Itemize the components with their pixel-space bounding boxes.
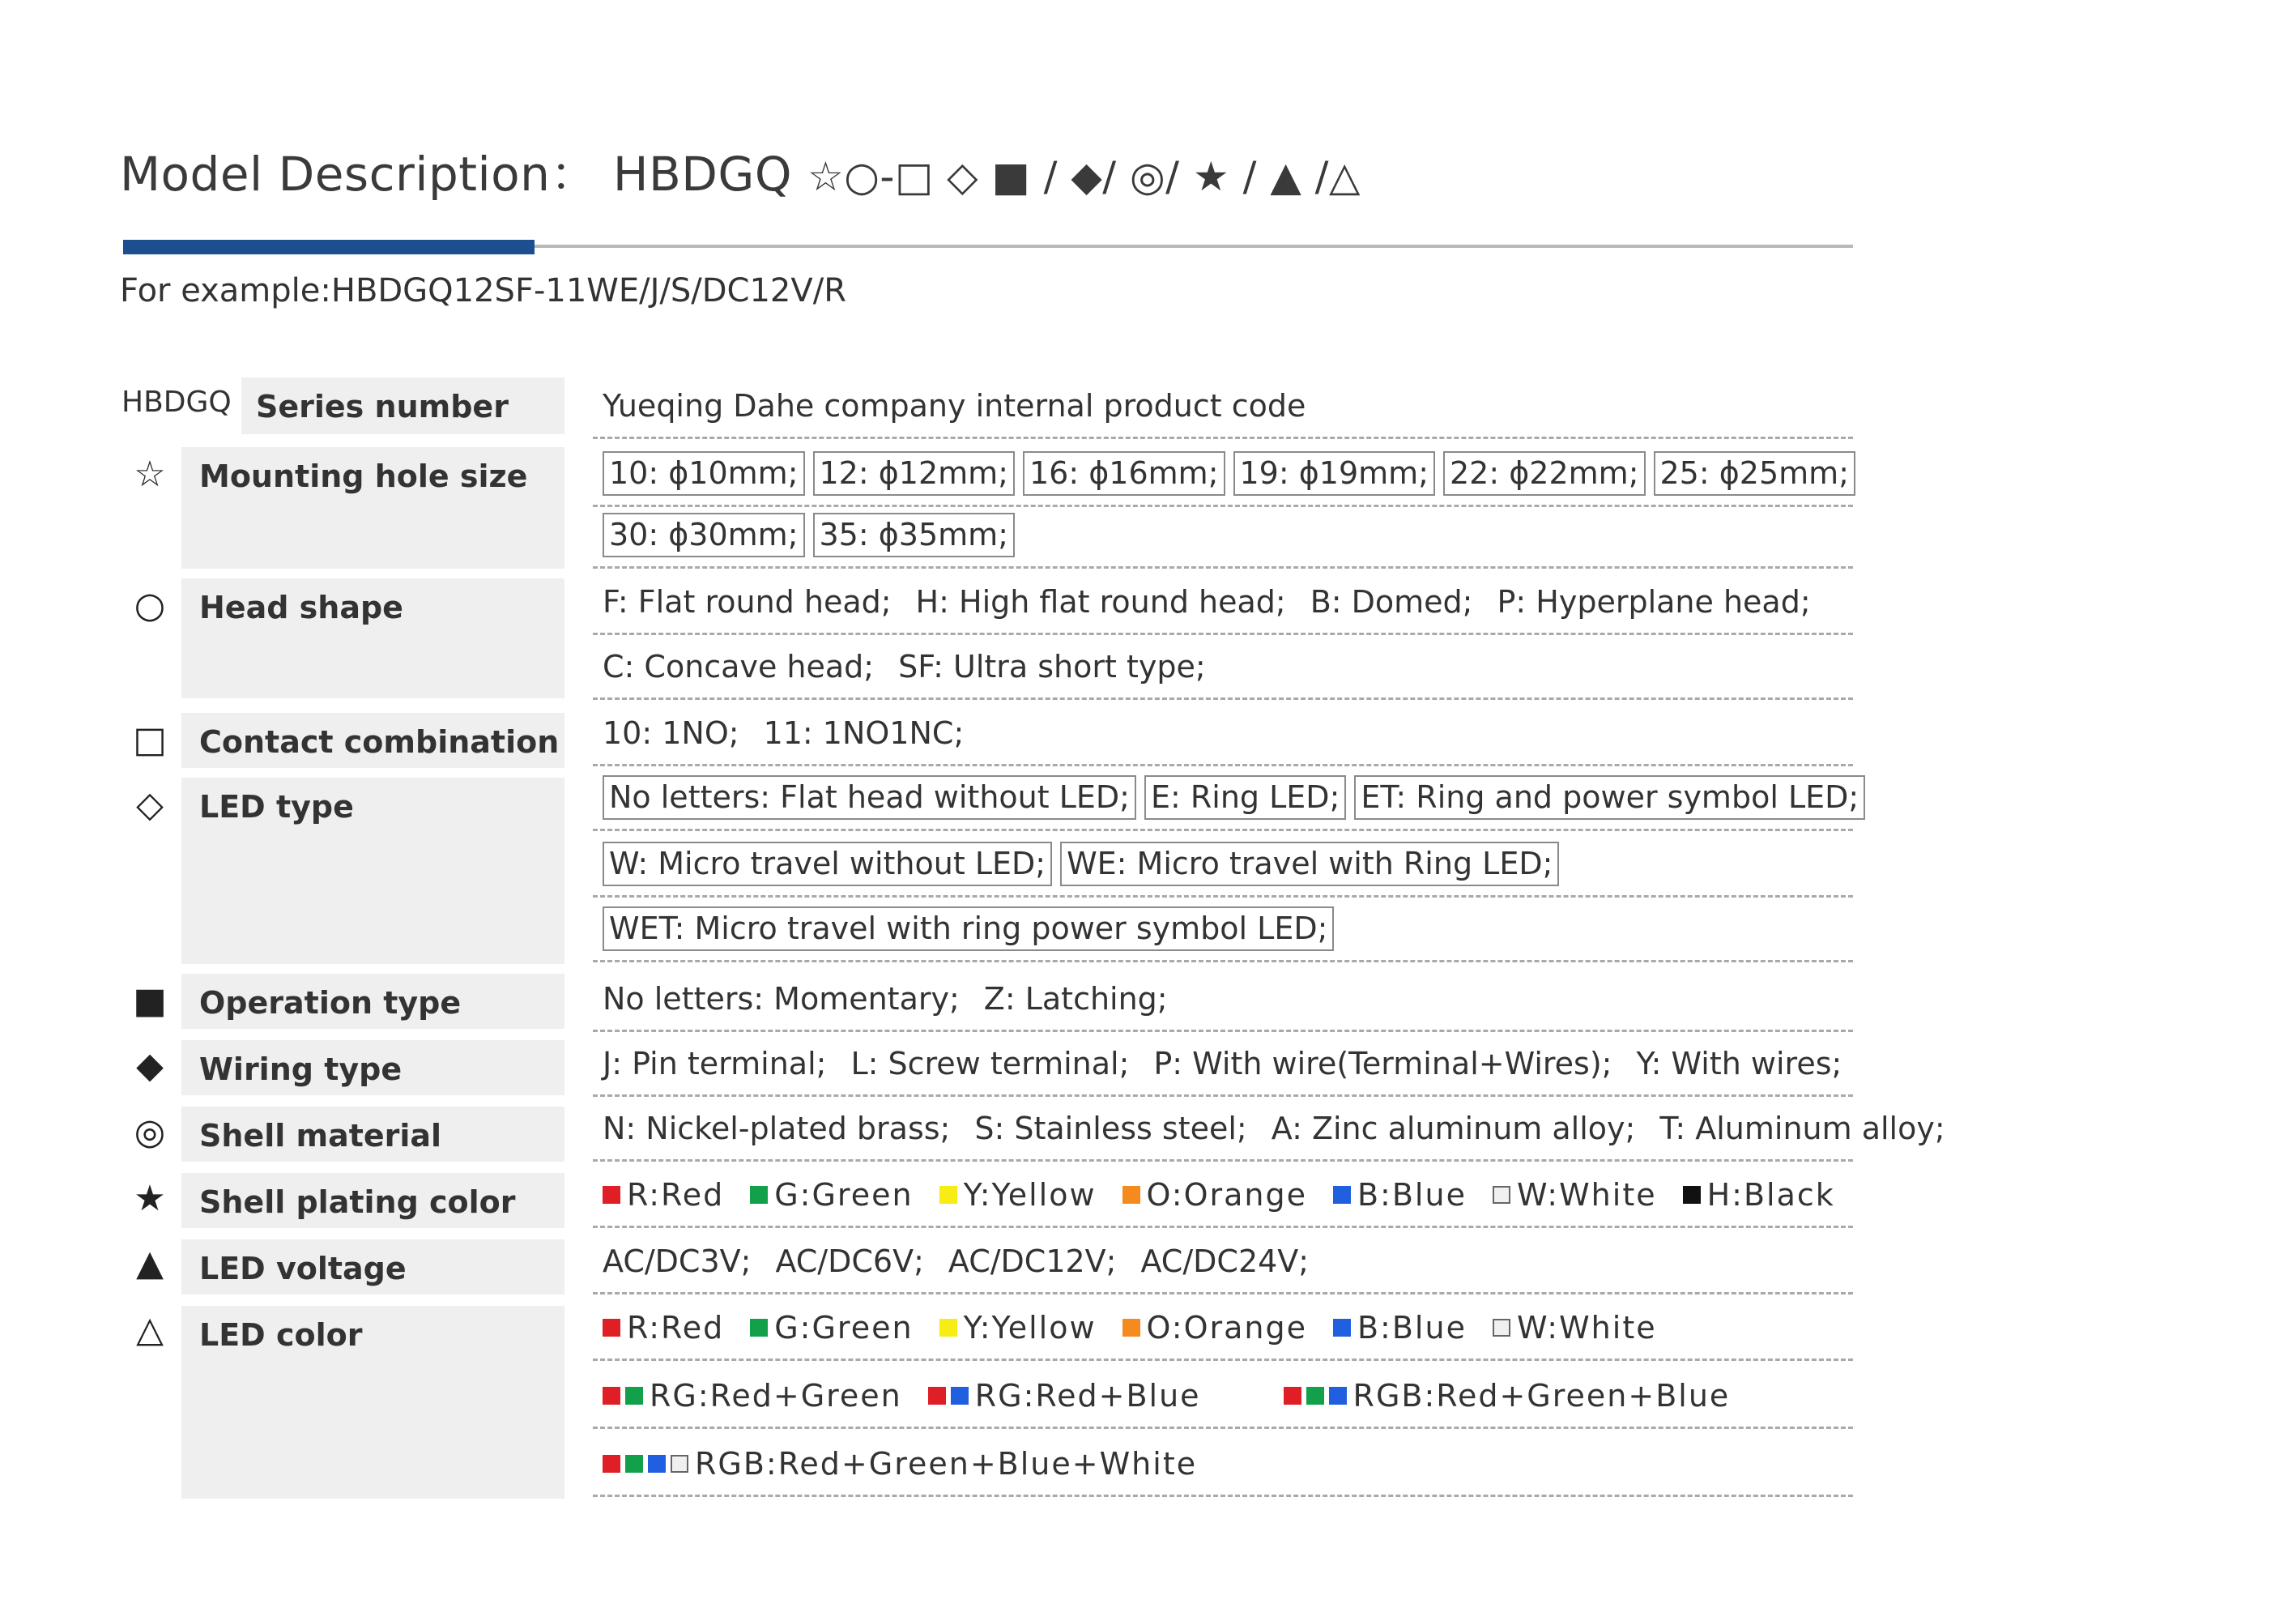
label-head-shape: Head shape xyxy=(181,578,564,698)
example-code: For example:HBDGQ12SF-11WE/J/S/DC12V/R xyxy=(120,272,846,309)
circle-outline-icon: ○ xyxy=(134,585,166,626)
voltage-line-1 xyxy=(593,1230,1853,1295)
led-type-line-1 xyxy=(593,766,1859,831)
color-option xyxy=(750,1177,913,1213)
label-led-type: LED type xyxy=(181,778,564,964)
color-swatch-icon xyxy=(1122,1319,1140,1337)
option-text: AC/DC12V; xyxy=(948,1243,1117,1279)
color-option xyxy=(1493,1177,1657,1213)
head-line-1 xyxy=(593,570,1853,635)
option-text: J: Pin terminal; xyxy=(603,1045,827,1081)
wiring-line-1 xyxy=(593,1032,1853,1097)
title-prefix: Model Description： xyxy=(120,147,598,202)
double-circle-icon: ◎ xyxy=(134,1111,166,1153)
option-text: T: Aluminum alloy; xyxy=(1659,1110,1945,1146)
led-color-line-1 xyxy=(593,1296,1853,1361)
led-color-line-3 xyxy=(593,1432,1853,1497)
option-text: C: Concave head; xyxy=(603,648,875,685)
color-label: O:Orange xyxy=(1146,1309,1307,1346)
option-text: P: Hyperplane head; xyxy=(1497,583,1811,620)
label-wiring-type: Wiring type xyxy=(181,1040,564,1095)
label-led-color: LED color xyxy=(181,1306,564,1499)
color-swatch-icon xyxy=(1122,1186,1140,1204)
triangle-outline-icon: △ xyxy=(136,1309,164,1350)
color-swatch-icon xyxy=(939,1319,957,1337)
color-swatch-icon xyxy=(1333,1186,1351,1204)
option-text: F: Flat round head; xyxy=(603,583,892,620)
color-label: RG:Red+Green xyxy=(650,1377,902,1414)
label-led-voltage: LED voltage xyxy=(181,1239,564,1295)
option-text: N: Nickel-plated brass; xyxy=(603,1110,951,1146)
color-swatch-icon xyxy=(1683,1186,1701,1204)
color-swatch-icon xyxy=(939,1186,957,1204)
title-code: HBDGQ xyxy=(612,147,793,202)
color-swatch-icon xyxy=(625,1387,643,1405)
color-label: RG:Red+Blue xyxy=(974,1377,1201,1414)
option-text: B: Domed; xyxy=(1310,583,1473,620)
option-box: 25: ϕ25mm; xyxy=(1654,451,1856,497)
color-swatch-icon xyxy=(750,1186,768,1204)
color-option xyxy=(1122,1310,1307,1346)
option-box: 12: ϕ12mm; xyxy=(813,451,1016,497)
color-option xyxy=(939,1177,1097,1213)
color-swatch-icon xyxy=(625,1455,643,1473)
mounting-line-2 xyxy=(593,504,1853,569)
option-text: Y: With wires; xyxy=(1636,1045,1842,1081)
led-color-line-2 xyxy=(593,1364,1853,1429)
color-option xyxy=(1122,1177,1307,1213)
color-swatch-icon xyxy=(603,1455,620,1473)
color-option xyxy=(928,1378,1201,1414)
shell-material-line-1 xyxy=(593,1097,1945,1162)
operation-line-1 xyxy=(593,967,1853,1032)
color-option xyxy=(603,1446,1197,1482)
option-text: H: High flat round head; xyxy=(915,583,1286,620)
mounting-line-1 xyxy=(593,442,1853,507)
color-label: W:White xyxy=(1516,1176,1657,1213)
color-swatch-icon xyxy=(750,1319,768,1337)
head-line-2 xyxy=(593,635,1853,700)
color-swatch-icon xyxy=(1284,1387,1301,1405)
color-swatch-icon xyxy=(1333,1319,1351,1337)
color-label: RGB:Red+Green+Blue xyxy=(1352,1377,1731,1414)
option-text: L: Screw terminal; xyxy=(850,1045,1130,1081)
color-swatch-icon xyxy=(603,1387,620,1405)
option-box: 22: ϕ22mm; xyxy=(1443,451,1646,497)
color-label: B:Blue xyxy=(1357,1176,1467,1213)
color-option xyxy=(939,1310,1097,1346)
color-label: G:Green xyxy=(774,1176,914,1213)
color-label: Y:Yellow xyxy=(963,1176,1097,1213)
color-swatch-icon xyxy=(1493,1186,1510,1204)
option-box: WE: Micro travel with Ring LED; xyxy=(1060,842,1559,887)
color-swatch-icon xyxy=(928,1387,946,1405)
diamond-filled-icon: ◆ xyxy=(136,1045,164,1086)
color-option xyxy=(1683,1177,1835,1213)
option-box: 10: ϕ10mm; xyxy=(603,451,805,497)
label-operation-type: Operation type xyxy=(181,974,564,1029)
series-code: HBDGQ xyxy=(121,386,232,419)
option-text: No letters: Momentary; xyxy=(603,980,960,1017)
color-label: B:Blue xyxy=(1357,1309,1467,1346)
color-swatch-icon xyxy=(671,1455,688,1473)
option-text: AC/DC3V; xyxy=(603,1243,752,1279)
square-outline-icon: □ xyxy=(133,719,167,761)
color-option xyxy=(1333,1310,1467,1346)
series-value: Yueqing Dahe company internal product code xyxy=(603,387,1306,424)
color-swatch-icon xyxy=(1329,1387,1347,1405)
led-type-line-2 xyxy=(593,833,1853,898)
color-label: G:Green xyxy=(774,1309,914,1346)
color-swatch-icon xyxy=(951,1387,969,1405)
color-option xyxy=(1333,1177,1467,1213)
color-label: H:Black xyxy=(1706,1176,1835,1213)
color-swatch-icon xyxy=(1493,1319,1510,1337)
option-text: AC/DC24V; xyxy=(1140,1243,1310,1279)
color-option xyxy=(603,1177,724,1213)
label-contact-combination: Contact combination xyxy=(181,713,564,768)
color-swatch-icon xyxy=(648,1455,666,1473)
color-option xyxy=(603,1378,902,1414)
option-text: A: Zinc aluminum alloy; xyxy=(1271,1110,1636,1146)
diamond-outline-icon: ◇ xyxy=(136,784,164,825)
color-label: O:Orange xyxy=(1146,1176,1307,1213)
led-type-line-3 xyxy=(593,898,1853,962)
label-mounting-hole-size: Mounting hole size xyxy=(181,447,564,569)
square-filled-icon: ■ xyxy=(133,980,167,1022)
star-outline-icon: ☆ xyxy=(134,454,166,495)
label-series-number: Series number xyxy=(241,377,564,434)
option-text: SF: Ultra short type; xyxy=(898,648,1206,685)
option-box: 19: ϕ19mm; xyxy=(1233,451,1436,497)
color-option xyxy=(1284,1378,1731,1414)
color-swatch-icon xyxy=(603,1319,620,1337)
triangle-filled-icon: ▲ xyxy=(136,1243,164,1284)
label-shell-plating-color: Shell plating color xyxy=(181,1173,564,1228)
series-value-line xyxy=(593,374,1853,439)
label-shell-material: Shell material xyxy=(181,1107,564,1162)
color-label: W:White xyxy=(1516,1309,1657,1346)
plating-colors-line xyxy=(593,1163,1853,1228)
option-text: P: With wire(Terminal+Wires); xyxy=(1153,1045,1612,1081)
title-symbols: ☆○-□ ◇ ■ / ◆/ ◎/ ★ / ▲ /△ xyxy=(807,153,1361,200)
option-box: 16: ϕ16mm; xyxy=(1023,451,1225,497)
color-option xyxy=(603,1310,724,1346)
option-box: 30: ϕ30mm; xyxy=(603,513,805,558)
page-title xyxy=(120,147,1361,202)
option-box: WET: Micro travel with ring power symbol LED; xyxy=(603,906,1334,952)
option-text: Z: Latching; xyxy=(983,980,1168,1017)
option-text: AC/DC6V; xyxy=(775,1243,924,1279)
color-option xyxy=(1493,1310,1657,1346)
option-box: E: Ring LED; xyxy=(1144,775,1346,821)
option-box: 35: ϕ35mm; xyxy=(813,513,1016,558)
color-label: Y:Yellow xyxy=(963,1309,1097,1346)
color-swatch-icon xyxy=(1306,1387,1324,1405)
color-option xyxy=(750,1310,913,1346)
option-text: 11: 1NO1NC; xyxy=(763,714,965,751)
option-text: S: Stainless steel; xyxy=(974,1110,1247,1146)
color-label: RGB:Red+Green+Blue+White xyxy=(695,1445,1198,1482)
contact-line-1 xyxy=(593,702,1853,766)
color-swatch-icon xyxy=(603,1186,620,1204)
option-box: No letters: Flat head without LED; xyxy=(603,775,1136,821)
color-label: R:Red xyxy=(627,1176,725,1213)
option-text: 10: 1NO; xyxy=(603,714,739,751)
header-accent-bar xyxy=(123,240,535,254)
option-box: W: Micro travel without LED; xyxy=(603,842,1052,887)
star-filled-icon: ★ xyxy=(134,1178,166,1219)
color-label: R:Red xyxy=(627,1309,725,1346)
option-box: ET: Ring and power symbol LED; xyxy=(1354,775,1865,821)
